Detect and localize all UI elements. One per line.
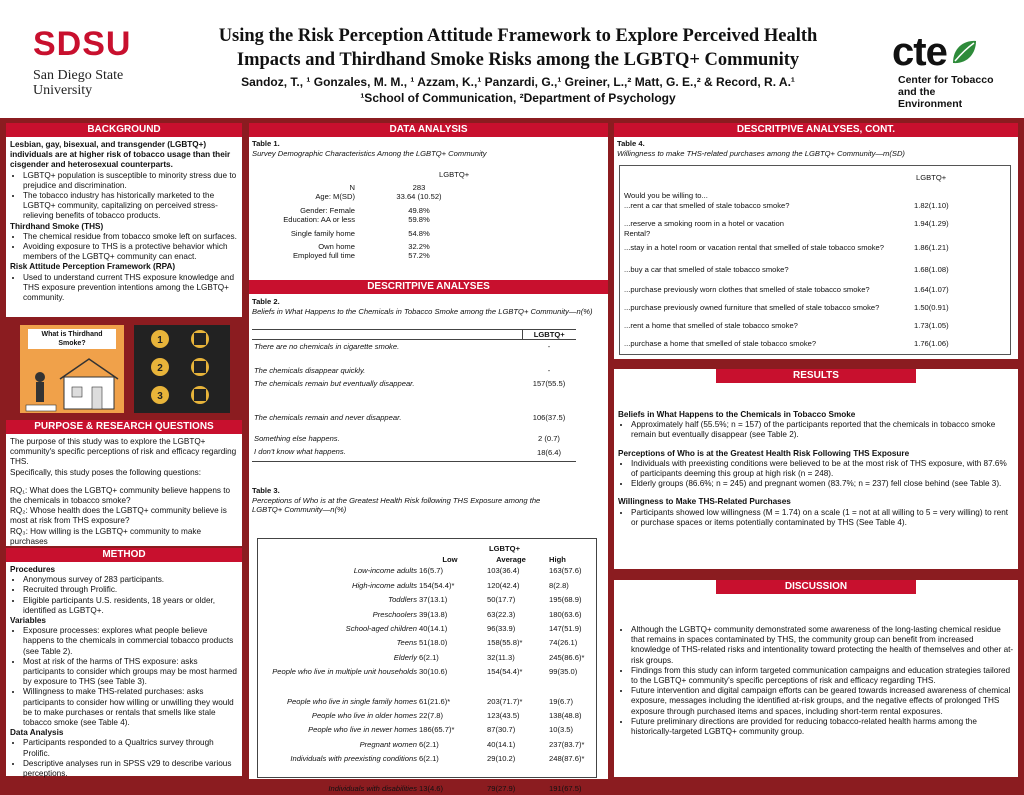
background-bullets-3 xyxy=(10,273,238,304)
table3-row-label: Low-income adults xyxy=(353,566,417,576)
table3-cell-high: 138(48.8) xyxy=(549,711,582,721)
table3-cell-low: 6(2.1) xyxy=(419,739,439,749)
table3-cell-average: 154(54.4)* xyxy=(487,667,523,677)
list-item: • Used to understand current THS exposure knowledge and THS exposure prevention intentions among the LGBTQ+ community. xyxy=(23,273,238,304)
table3-row-label: Preschoolers xyxy=(372,609,417,619)
table3-cell-high: 74(26.1) xyxy=(549,638,578,648)
table4-row-value: 1.86(1.21) xyxy=(914,243,949,252)
results-heading-1: Beliefs in What Happens to the Chemicals in Tobacco Smoke xyxy=(618,410,856,419)
results-heading-3: Willingness to Make THS-Related Purchases xyxy=(618,497,791,507)
leaf-icon xyxy=(949,37,979,67)
table3-cell-low: 37(13.1) xyxy=(419,595,448,605)
background-section xyxy=(6,123,242,317)
table1-title: Survey Demographic Characteristics Among the LGBTQ+ Community xyxy=(252,148,487,158)
table4-lead: Would you be willing to... xyxy=(624,191,708,200)
research-question-1: RQ₁: What does the LGBTQ+ community believe happens to the chemicals in tobacco smoke? xyxy=(10,485,231,506)
sdsu-logo-mark: SDSU xyxy=(33,25,132,63)
list-item: • Future intervention and digital campaign efforts can be geared towards increased awareness of chemical exposure, messages including the identified at-risk groups, and the negative effects of prolonged THS exposure through purchased items and spaces, including short-term rental exposures. xyxy=(631,686,1014,717)
table3-cell-low: 6(2.1) xyxy=(419,754,439,764)
table3-col-average: Average xyxy=(496,555,526,564)
house-illustration-icon xyxy=(20,349,124,419)
list-item: • Participants responded to a Qualtrics survey through Prolific. xyxy=(23,738,238,758)
table-row xyxy=(259,605,601,619)
table3-cell-high: 10(3.5) xyxy=(549,725,574,735)
table3 xyxy=(259,555,601,793)
table3-cell-low: 6(2.1) xyxy=(419,652,439,662)
list-item: • Approximately half (55.5%; n = 157) of the participants reported that the chemicals in tobacco smoke remain but eventually disappear (see Table 2). xyxy=(631,420,1014,440)
table4-title: Willingness to make THS-related purchases among the LGBTQ+ Community—m(SD) xyxy=(617,148,905,158)
table4-row-value: 1.64(1.07) xyxy=(914,285,949,294)
table3-cell-low: 13(4.6) xyxy=(419,783,444,793)
table3-cell-low: 30(10.6) xyxy=(419,667,448,677)
table3-cell-low: 39(13.8) xyxy=(419,609,448,619)
table3-label: Table 3. xyxy=(252,486,280,495)
list-item: • Avoiding exposure to THS is a protective behavior which members of the LGBTQ+ community can enact. xyxy=(23,242,238,262)
table3-header-row xyxy=(259,555,601,564)
table4-row-label: ...rent a car that smelled of stale tobacco smoke? xyxy=(624,201,790,210)
table3-cell-average: 32(11.3) xyxy=(487,652,515,662)
purpose-paragraph-2: Specifically, this study poses the following questions: xyxy=(10,467,201,477)
author-list: Sandoz, T., ¹ Gonzales, M. M., ¹ Azzam, K.,¹ Panzardi, G.,¹ Greiner, L.,² Matt, G. E.,² & Record, R. A.¹ xyxy=(241,75,795,89)
table3-cell-high: 19(6.7) xyxy=(549,696,574,706)
table3-cell-average: 87(30.7) xyxy=(487,725,516,735)
purpose-paragraph-1: The purpose of this study was to explore the LGBTQ+ community's specific perceptions of risk and efficacy regarding THS. xyxy=(10,437,237,467)
table3-row-label: Toddlers xyxy=(388,595,417,605)
table-row: Age: M(SD) 33.64 (10.52) xyxy=(315,192,442,202)
list-item: • Future preliminary directions are provided for reducing tobacco-related health harms among the historically-targeted LGBTQ+ community group. xyxy=(631,717,1014,737)
table3-cell-low: 51(18.0) xyxy=(419,638,448,648)
data-analysis-heading: DATA ANALYSIS xyxy=(249,123,608,137)
table4-row-value: 1.82(1.10) xyxy=(914,201,949,210)
table3-cell-low: 154(54.4)* xyxy=(419,580,455,590)
table4-row-label: ...reserve a smoking room in a hotel or vacation xyxy=(624,219,784,228)
table3-cell-high: 99(35.0) xyxy=(549,667,578,677)
descriptive-cont-section xyxy=(614,123,1018,359)
table3-cell-low: 16(5.7) xyxy=(419,566,444,576)
method-heading: METHOD xyxy=(6,548,242,562)
table-row: Single family home 54.8% xyxy=(290,228,430,238)
table-row xyxy=(259,662,601,676)
table3-row-label: Pregnant women xyxy=(359,739,417,749)
table3-title: Perceptions of Who is at the Greatest Health Risk following THS Exposure among the LGBTQ+ Community—n(%) xyxy=(252,495,541,514)
table3-cell-high: 195(68.9) xyxy=(549,595,582,605)
cte-logo xyxy=(892,30,1002,110)
sdsu-logo xyxy=(33,26,143,98)
table-row: I don't know what happens. 18(6.4) xyxy=(254,447,562,458)
table3-row-label: High-income adults xyxy=(352,580,417,590)
table2 xyxy=(252,329,576,462)
table3-cell-high: 248(87.6)* xyxy=(549,754,585,764)
list-item: • Although the LGBTQ+ community demonstrated some awareness of the long-lasting chemical residue that remains in spaces contaminated by THS, the community group can benefit from increased knowledge of THS-related risks and intentionality toward protecting the health of themselves and other at-risk groups. xyxy=(631,625,1014,666)
table3-cell-average: 29(10.2) xyxy=(487,754,516,764)
table3-row-label: Elderly xyxy=(393,652,417,662)
table-row: Own home 32.2% xyxy=(318,242,430,252)
table3-cell-high: 8(2.8) xyxy=(549,580,569,590)
discussion-section xyxy=(614,580,1018,777)
list-item: • Eligible participants U.S. residents, 18 years or older, identified as LGBTQ+. xyxy=(23,596,238,616)
list-item: • Recruited through Prolific. xyxy=(23,585,238,595)
table3-row-label: Individuals with preexisting conditions xyxy=(290,754,417,764)
poster-authors xyxy=(175,74,861,106)
table-row: The chemicals remain and never disappear. 106(37.5) xyxy=(254,412,566,422)
table3-cell-average: 40(14.1) xyxy=(487,739,516,749)
table-row: N 283 xyxy=(349,183,426,192)
table4-row-label: ...stay in a hotel room or vacation rental that smelled of stale tobacco smoke? xyxy=(624,243,885,252)
list-item: • The tobacco industry has historically marketed to the LGBTQ+ community, capitalizing on perceived stress-relieving benefits of tobacco products. xyxy=(23,191,238,222)
table-row: Employed full time 57.2% xyxy=(292,251,430,261)
list-item: • Findings from this study can inform targeted communication campaigns and education strategies tailored to the LGBTQ+ community's specific perceptions of risk and efficacy regarding THS. xyxy=(631,666,1014,686)
table3-col-high: High xyxy=(549,555,566,564)
risk-steps-icon xyxy=(134,325,230,413)
background-intro: Lesbian, gay, bisexual, and transgender (LGBTQ+) individuals are at higher risk of tobacco usage than their cisgender and heterosexual counterparts. xyxy=(10,140,231,170)
table-row xyxy=(259,764,601,793)
table4-column-header: LGBTQ+ xyxy=(916,173,947,182)
table3-row-label: School-aged children xyxy=(345,624,417,634)
table3-cell-average: 96(33.9) xyxy=(487,624,516,634)
table3-cell-low: 22(7.8) xyxy=(419,711,444,721)
list-item: • The chemical residue from tobacco smoke left on surfaces. xyxy=(23,232,238,242)
title-line-2: Impacts and Thirdhand Smoke Risks among the LGBTQ+ Community xyxy=(236,50,800,70)
table1-label: Table 1. xyxy=(252,139,280,148)
table-row xyxy=(259,633,601,647)
table-row: There are no chemicals in cigarette smoke. - xyxy=(254,342,551,352)
table3-cell-average: 123(43.5) xyxy=(487,711,520,721)
ths-infographic-image xyxy=(20,325,124,413)
table4-row-value: 1.50(0.91) xyxy=(914,303,949,312)
variables-heading: Variables xyxy=(10,616,46,626)
table-row xyxy=(259,735,601,749)
procedures-heading: Procedures xyxy=(10,565,56,574)
table3-cell-average: 50(17.7) xyxy=(487,595,516,605)
sdsu-logo-line1: San Diego State xyxy=(33,68,124,83)
purpose-section xyxy=(6,420,242,546)
table-row xyxy=(259,706,601,720)
table4-row-label: ...purchase previously owned furniture that smelled of stale tobacco smoke? xyxy=(624,303,880,312)
purpose-heading: PURPOSE & RESEARCH QUESTIONS xyxy=(6,420,242,434)
table3-row-label: People who live in older homes xyxy=(311,711,417,721)
table3-cell-average: 158(55.8)* xyxy=(487,638,523,648)
table-row: Something else happens. 2 (0.7) xyxy=(254,434,560,444)
table1-body xyxy=(279,183,479,261)
list-item: • Elderly groups (86.6%; n = 245) and pregnant women (83.7%; n = 237) fell close behind (see Table 3). xyxy=(631,479,1014,489)
table4-row-label: ...buy a car that smelled of stale tobacco smoke? xyxy=(624,265,789,274)
list-item: • Individuals with preexisting conditions were believed to be at the most risk of THS exposure, with 87.6% of participants deeming this group at high risk (n = 248). xyxy=(631,459,1014,479)
results-heading-2: Perceptions of Who is at the Greatest Health Risk Following THS Exposure xyxy=(618,448,910,458)
table3-row-label: Teens xyxy=(396,638,417,648)
cte-logo-mark xyxy=(892,30,1002,74)
table3-cell-average: 203(71.7)* xyxy=(487,696,523,706)
table3-cell-low: 186(65.7)* xyxy=(419,725,455,735)
table-row xyxy=(259,576,601,590)
background-heading: BACKGROUND xyxy=(6,123,242,137)
list-item: • LGBTQ+ population is susceptible to minority stress due to prejudice and discrimination. xyxy=(23,171,238,191)
table3-row-label: People who live in newer homes xyxy=(308,725,417,735)
table4-row-label: ...purchase previously worn clothes that smelled of stale tobacco smoke? xyxy=(624,285,870,294)
poster-title xyxy=(175,24,861,72)
table3-cell-low: 40(14.1) xyxy=(419,624,448,634)
infographic-title: What is Thirdhand Smoke? xyxy=(28,329,116,349)
sdsu-logo-line2: University xyxy=(33,83,93,98)
variables-list xyxy=(10,626,238,728)
table-row: Education: AA or less 59.8% xyxy=(283,215,430,225)
table3-col-low: Low xyxy=(442,555,458,564)
data-analysis-list xyxy=(10,738,238,779)
method-section xyxy=(6,548,242,779)
research-question-3: RQ₃: How willing is the LGBTQ+ community to make purchases xyxy=(10,526,202,546)
table4-row-value: 1.73(1.05) xyxy=(914,321,949,330)
descriptive-cont-heading: DESCRITPIVE ANALYSES, CONT. xyxy=(614,123,1018,137)
rpa-heading: Risk Attitude Perception Framework (RPA) xyxy=(10,262,176,272)
table-row: The chemicals disappear quickly. - xyxy=(254,365,551,375)
cte-logo-line1: Center for Tobacco xyxy=(898,74,994,86)
svg-text:3: 3 xyxy=(157,391,163,402)
background-bullets-1 xyxy=(10,171,238,222)
list-item: • Willingness to make THS-related purchases: asks participants to consider how willing or unwilling they would be to make purchases or rentals that smells like stale tobacco smoke (see Table 4). xyxy=(23,687,238,728)
table3-group-header: LGBTQ+ xyxy=(489,544,521,553)
table-row: Gender: Female 49.8% xyxy=(300,205,430,215)
risk-icons-image xyxy=(134,325,230,413)
ths-heading: Thirdhand Smoke (THS) xyxy=(10,221,104,231)
list-item: • Anonymous survey of 283 participants. xyxy=(23,575,238,585)
table-row xyxy=(259,590,601,604)
table3-cell-low: 61(21.6)* xyxy=(419,696,451,706)
table4-row-value: 1.76(1.06) xyxy=(914,339,949,348)
table3-cell-average: 79(27.9) xyxy=(487,783,516,793)
table3-cell-high: 163(57.6) xyxy=(549,566,582,576)
table-row xyxy=(259,648,601,662)
table-row xyxy=(259,619,601,633)
table-row: The chemicals remain but eventually disappear. 157(55.5) xyxy=(254,379,566,389)
table3-cell-average: 63(22.3) xyxy=(487,609,516,619)
list-item: • Most at risk of the harms of THS exposure: asks participants to consider which groups may be most harmed by exposure to THS (see Table 3). xyxy=(23,657,238,688)
table3-cell-high: 147(51.9) xyxy=(549,624,582,634)
cte-logo-line2: and the Environment xyxy=(898,86,963,110)
table3-row-label: Individuals with disabilities xyxy=(328,783,417,793)
procedures-list xyxy=(10,575,238,616)
table4-row-label: ...purchase a home that smelled of stale tobacco smoke? xyxy=(624,339,817,348)
poster-header xyxy=(0,0,1024,118)
table-row xyxy=(259,749,601,763)
table3-row-label: People who live in multiple unit households xyxy=(272,667,417,677)
table3-cell-high: 180(63.6) xyxy=(549,609,582,619)
research-question-2: RQ₂: Whose health does the LGBTQ+ community believe is most at risk from THS exposure? xyxy=(10,506,227,526)
table3-cell-average: 120(42.4) xyxy=(487,580,520,590)
list-item: • Descriptive analyses run in SPSS v29 to describe various perceptions. xyxy=(23,759,238,779)
table4-row-value: 1.68(1.08) xyxy=(914,265,949,274)
middle-column xyxy=(249,123,608,793)
table2-label: Table 2. xyxy=(252,297,280,306)
table3-cell-high: 191(67.5) xyxy=(549,783,582,793)
discussion-heading: DISCUSSION xyxy=(716,580,916,594)
background-bullets-2 xyxy=(10,232,238,263)
svg-text:2: 2 xyxy=(157,363,163,374)
results-heading: RESULTS xyxy=(716,369,916,383)
table3-cell-high: 237(83.7)* xyxy=(549,739,585,749)
descriptive-heading: DESCRITPIVE ANALYSES xyxy=(249,280,608,294)
data-analysis-heading: Data Analysis xyxy=(10,728,64,738)
table-row xyxy=(259,564,601,575)
table1-column-header: LGBTQ+ xyxy=(439,170,470,179)
title-line-1: Using the Risk Perception Attitude Framework to Explore Perceived Health xyxy=(218,26,818,46)
table2-title: Beliefs in What Happens to the Chemicals in Tobacco Smoke among the LGBTQ+ Community—n(%) xyxy=(252,306,593,316)
list-item: • Participants showed low willingness (M = 1.74) on a scale (1 = not at all willing to 5 = very willing) to rent or purchase spaces or items potentially contaminated by THS (See Table 4). xyxy=(631,508,1014,528)
table3-cell-average: 103(36.4) xyxy=(487,566,520,576)
table4-label: Table 4. xyxy=(617,139,645,148)
table4-row-value: 1.94(1.29) xyxy=(914,219,949,228)
cte-logo-text: cte xyxy=(892,30,947,74)
list-item: • Exposure processes: explores what people believe happens to the chemicals in commercial tobacco products (see Table 2). xyxy=(23,626,238,657)
affiliations: ¹School of Communication, ²Department of Psychology xyxy=(360,91,676,105)
table2-column-header: LGBTQ+ xyxy=(522,330,576,340)
table3-cell-high: 245(86.6)* xyxy=(549,652,585,662)
table4-lead2: Rental? xyxy=(624,229,651,238)
table4-row-label: ...rent a home that smelled of stale tobacco smoke? xyxy=(624,321,798,330)
table-row xyxy=(259,720,601,734)
svg-text:1: 1 xyxy=(157,335,163,346)
table3-row-label: People who live in single family homes xyxy=(286,696,417,706)
table-row xyxy=(259,677,601,706)
results-section xyxy=(614,369,1018,569)
